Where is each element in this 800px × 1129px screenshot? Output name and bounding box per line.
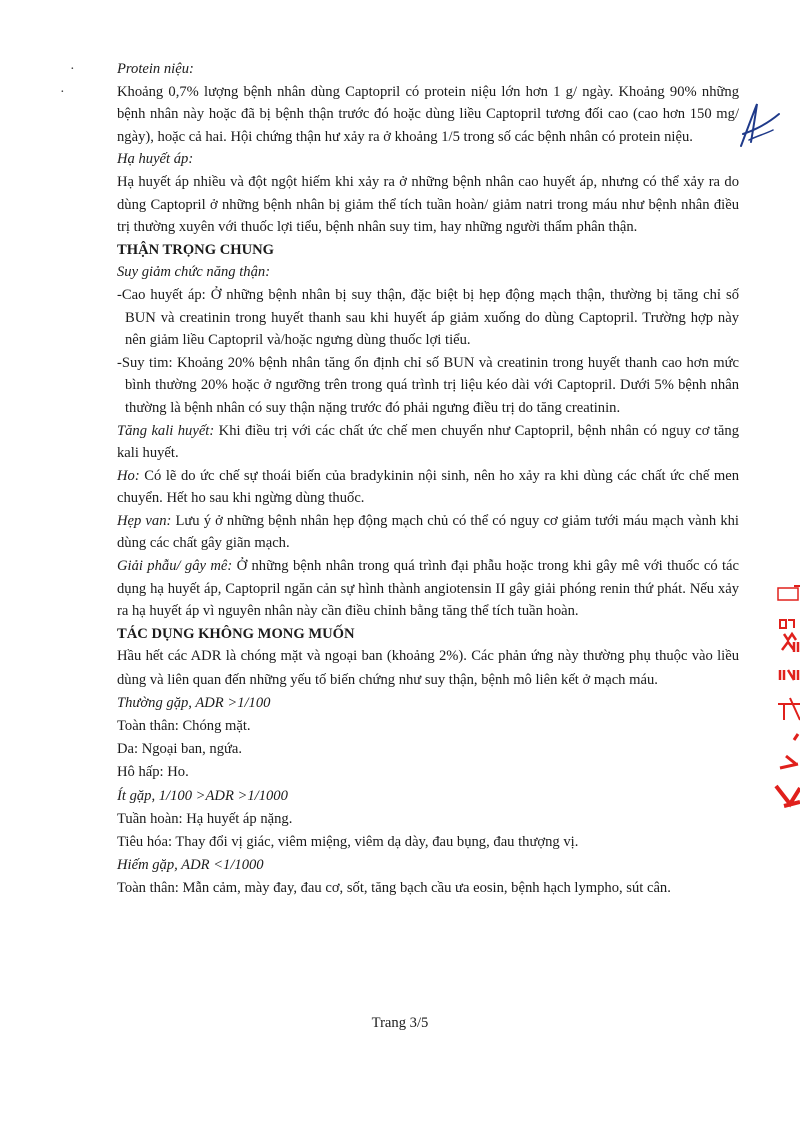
paragraph: Hô hấp: Ho.	[117, 764, 189, 781]
red-stamp-fragment	[754, 580, 800, 830]
paragraph: Toàn thân: Mẫn cảm, mày đay, đau cơ, sốt, tăng bạch cầu ưa eosin, bệnh hạch lympho, sút cân.	[117, 880, 671, 897]
scan-speck: ·	[60, 85, 65, 100]
lead-text: Có lẽ do ức chế sự thoái biến của bradykinin nội sinh, nên ho xảy ra khi dùng các chất ức chế men chuyển. Hết ho sau khi ngừng dùng thuốc.	[117, 467, 739, 507]
lead-paragraph	[117, 555, 739, 623]
section-heading: THẬN TRỌNG CHUNG	[117, 241, 275, 258]
lead-label: Tăng kali huyết:	[117, 422, 215, 439]
lead-paragraph	[117, 510, 739, 555]
lead-text: Ở những bệnh nhân trong quá trình đại phẫu hoặc trong khi gây mê với thuốc có tác dụng hạ huyết áp, Captopril ngăn cản sự hình thành angiotensin II gây giải phóng renin thứ phát. Nếu xảy ra hạ huyết áp vì nguyên nhân này cần điều chỉnh bằng tăng thể tích tuần hoàn.	[117, 558, 739, 620]
lead-text: Khi điều trị với các chất ức chế men chuyển như Captopril, bệnh nhân có nguy cơ tăng kali huyết.	[117, 422, 739, 462]
subheading: Ít gặp, 1/100 >ADR >1/1000	[117, 787, 288, 804]
paragraph: Tuần hoàn: Hạ huyết áp nặng.	[117, 810, 293, 827]
document-body	[117, 58, 739, 901]
lead-text: Lưu ý ở những bệnh nhân hẹp động mạch chủ có thể có nguy cơ giảm tưới máu mạch vành khi dùng các chất gây giãn mạch.	[117, 512, 739, 552]
bullet-paragraph: -Cao huyết áp: Ở những bệnh nhân bị suy thận, đặc biệt bị hẹp động mạch thận, thường bị tăng chỉ số BUN và creatinin trong huyết thanh sau khi huyết áp giảm xuống do dùng Captopril. Trường hợp này nên giảm liều Captopril và/hoặc ngưng dùng thuốc lợi tiểu.	[117, 286, 739, 349]
subheading: Hiếm gặp, ADR <1/1000	[117, 857, 264, 874]
lead-label: Giải phẫu/ gây mê:	[117, 558, 233, 575]
subheading: Thường gặp, ADR >1/100	[117, 694, 271, 711]
subheading: Suy giảm chức năng thận:	[117, 264, 271, 281]
lead-label: Hẹp van:	[117, 512, 172, 529]
page-number: Trang 3/5	[371, 1015, 429, 1031]
lead-paragraph	[117, 420, 739, 465]
scan-speck: ·	[70, 62, 75, 77]
paragraph: Da: Ngoại ban, ngứa.	[117, 741, 243, 758]
lead-label: Ho:	[117, 467, 140, 484]
lead-paragraph	[117, 465, 739, 510]
section-heading: TÁC DỤNG KHÔNG MONG MUỐN	[117, 625, 355, 642]
bullet-paragraph: -Suy tim: Khoảng 20% bệnh nhân tăng ổn định chỉ số BUN và creatinin trong huyết thanh cao hơn mức bình thường 20% hoặc ở ngưỡng trên trong quá trình trị liệu kéo dài với Captopril. Dưới 5% bệnh nhân thường là bệnh nhân có suy thận nặng trước đó phải ngưng điều trị do tăng creatinin.	[117, 354, 739, 416]
paragraph: Hạ huyết áp nhiều và đột ngột hiếm khi xảy ra ở những bệnh nhân cao huyết áp, nhưng có thể xảy ra do dùng Captopril ở những bệnh nhân bị giảm thể tích tuần hoàn/ giảm natri trong máu như bệnh nhân điều trị thường xuyên với thuốc lợi tiểu, bệnh nhân suy tim, hay những người thẩm phân thận.	[117, 173, 739, 236]
paragraph: Tiêu hóa: Thay đổi vị giác, viêm miệng, viêm dạ dày, đau bụng, đau thượng vị.	[117, 834, 579, 851]
handwritten-signature-mark	[735, 100, 785, 152]
paragraph: Hầu hết các ADR là chóng mặt và ngoại ban (khoảng 2%). Các phản ứng này thường phụ thuộc vào liều dùng và liên quan đến những yếu tố biến chứng như suy thận, bệnh mô liên kết ở mạch máu.	[117, 648, 739, 688]
paragraph: Khoảng 0,7% lượng bệnh nhân dùng Captopril có protein niệu lớn hơn 1 g/ ngày. Khoảng 90% những bệnh nhân này hoặc đã bị bệnh thận trước đó hoặc dùng liều Captopril tương đối cao (cao hơn 150 mg/ ngày), hoặc cả hai. Hội chứng thận hư xảy ra ở khoảng 1/5 trong số các bệnh nhân có protein niệu.	[117, 83, 739, 145]
subheading: Protein niệu:	[117, 61, 194, 77]
subheading: Hạ huyết áp:	[117, 151, 194, 168]
paragraph: Toàn thân: Chóng mặt.	[117, 718, 251, 735]
